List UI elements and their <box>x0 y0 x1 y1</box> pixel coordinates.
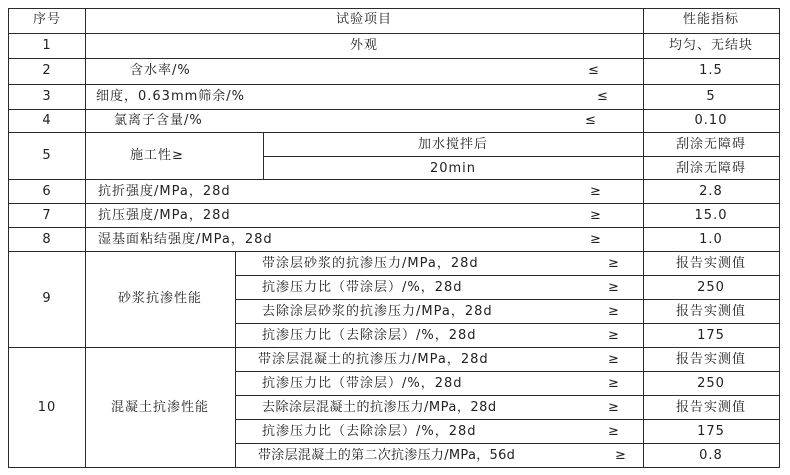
row-item: 含水率/% <box>130 63 191 78</box>
row-no: 3 <box>42 89 52 104</box>
sub-symbol: ≥ <box>608 376 620 391</box>
sub-symbol: ≥ <box>608 400 620 415</box>
sub-value: 175 <box>697 328 725 343</box>
sub-symbol: ≥ <box>608 328 620 343</box>
rule <box>8 33 780 34</box>
sub-item: 抗渗压力比（去除涂层）/%，28d <box>262 328 477 343</box>
row-item: 抗折强度/MPa，28d <box>98 184 231 199</box>
sub-item: 抗渗压力比（带涂层）/%，28d <box>262 376 463 391</box>
rule-left <box>8 8 9 468</box>
rule-top <box>8 8 780 9</box>
rule <box>235 323 780 324</box>
sub-value: 报告实测值 <box>675 304 747 319</box>
row-value: 0.10 <box>694 113 728 128</box>
rule <box>235 419 780 420</box>
rule <box>8 251 780 252</box>
row-symbol: ≤ <box>588 63 600 78</box>
sub-item: 去除涂层砂浆的抗渗压力/MPa，28d <box>262 304 493 319</box>
row-no: 5 <box>42 148 52 163</box>
sub-value: 报告实测值 <box>675 400 747 415</box>
rule <box>235 443 780 444</box>
row-group-label: 混凝土抗渗性能 <box>110 400 210 415</box>
row-no: 7 <box>42 208 52 223</box>
sub-item: 带涂层混凝土的第二次抗渗压力/MPa，56d <box>258 448 516 463</box>
sub-symbol: ≥ <box>608 304 620 319</box>
rule <box>8 58 780 59</box>
rule <box>263 132 264 180</box>
sub-symbol: ≥ <box>608 424 620 439</box>
rule <box>8 109 780 110</box>
sub-symbol: ≥ <box>608 352 620 367</box>
sub-item: 带涂层混凝土的抗渗压力/MPa，28d <box>258 352 489 367</box>
rule <box>235 251 236 467</box>
row-sub-condition: 加水搅拌后 <box>417 137 489 152</box>
sub-item: 去除涂层混凝土的抗渗压力/MPa，28d <box>262 400 497 415</box>
sub-value: 报告实测值 <box>675 352 747 367</box>
sub-symbol: ≥ <box>615 448 627 463</box>
rule <box>235 371 780 372</box>
rule <box>235 395 780 396</box>
row-value: 1.0 <box>699 232 723 247</box>
rule <box>235 299 780 300</box>
row-no: 6 <box>42 184 52 199</box>
row-item: 氯离子含量/% <box>114 113 203 128</box>
sub-item: 抗渗压力比（去除涂层）/%，28d <box>262 424 477 439</box>
row-no: 8 <box>42 232 52 247</box>
row-value: 5 <box>706 89 716 104</box>
row-item: 抗压强度/MPa，28d <box>98 208 231 223</box>
row-no: 1 <box>42 38 52 53</box>
sub-value: 250 <box>697 280 725 295</box>
row-symbol: ≥ <box>590 232 602 247</box>
rule <box>263 156 780 157</box>
rule <box>8 203 780 204</box>
sub-item: 带涂层砂浆的抗渗压力/MPa，28d <box>262 256 479 271</box>
row-value: 2.8 <box>699 184 723 199</box>
sub-item: 抗渗压力比（带涂层）/%，28d <box>262 280 463 295</box>
rule <box>235 275 780 276</box>
sub-symbol: ≥ <box>608 256 620 271</box>
row-value: 刮涂无障碍 <box>675 161 747 176</box>
rule <box>643 8 644 468</box>
header-no: 序号 <box>32 12 62 27</box>
header-item: 试验项目 <box>335 12 393 27</box>
header-perf: 性能指标 <box>682 12 740 27</box>
row-item: 施工性≥ <box>130 148 184 163</box>
rule <box>8 347 780 348</box>
row-no: 4 <box>42 113 52 128</box>
row-item: 外观 <box>349 38 379 53</box>
row-symbol: ≤ <box>585 113 597 128</box>
rule-right <box>779 8 780 468</box>
row-value: 刮涂无障碍 <box>675 137 747 152</box>
sub-value: 0.8 <box>699 448 723 463</box>
rule-bottom <box>8 467 780 468</box>
row-group-label: 砂浆抗渗性能 <box>117 291 203 306</box>
row-symbol: ≤ <box>597 89 609 104</box>
row-no: 10 <box>37 400 57 415</box>
rule <box>8 132 780 133</box>
row-value: 1.5 <box>699 63 723 78</box>
row-symbol: ≥ <box>590 184 602 199</box>
rule <box>8 227 780 228</box>
sub-value: 175 <box>697 424 725 439</box>
row-no: 9 <box>42 291 52 306</box>
row-value: 均匀、无结块 <box>668 38 754 53</box>
row-sub-condition: 20min <box>429 161 477 176</box>
sub-symbol: ≥ <box>608 280 620 295</box>
row-value: 15.0 <box>694 208 728 223</box>
sub-value: 250 <box>697 376 725 391</box>
sub-value: 报告实测值 <box>675 256 747 271</box>
rule <box>85 8 86 468</box>
rule <box>8 84 780 85</box>
rule <box>8 179 780 180</box>
row-item: 细度，0.63mm筛余/% <box>96 89 246 104</box>
row-item: 湿基面粘结强度/MPa，28d <box>98 232 273 247</box>
row-symbol: ≥ <box>590 208 602 223</box>
row-no: 2 <box>42 63 52 78</box>
